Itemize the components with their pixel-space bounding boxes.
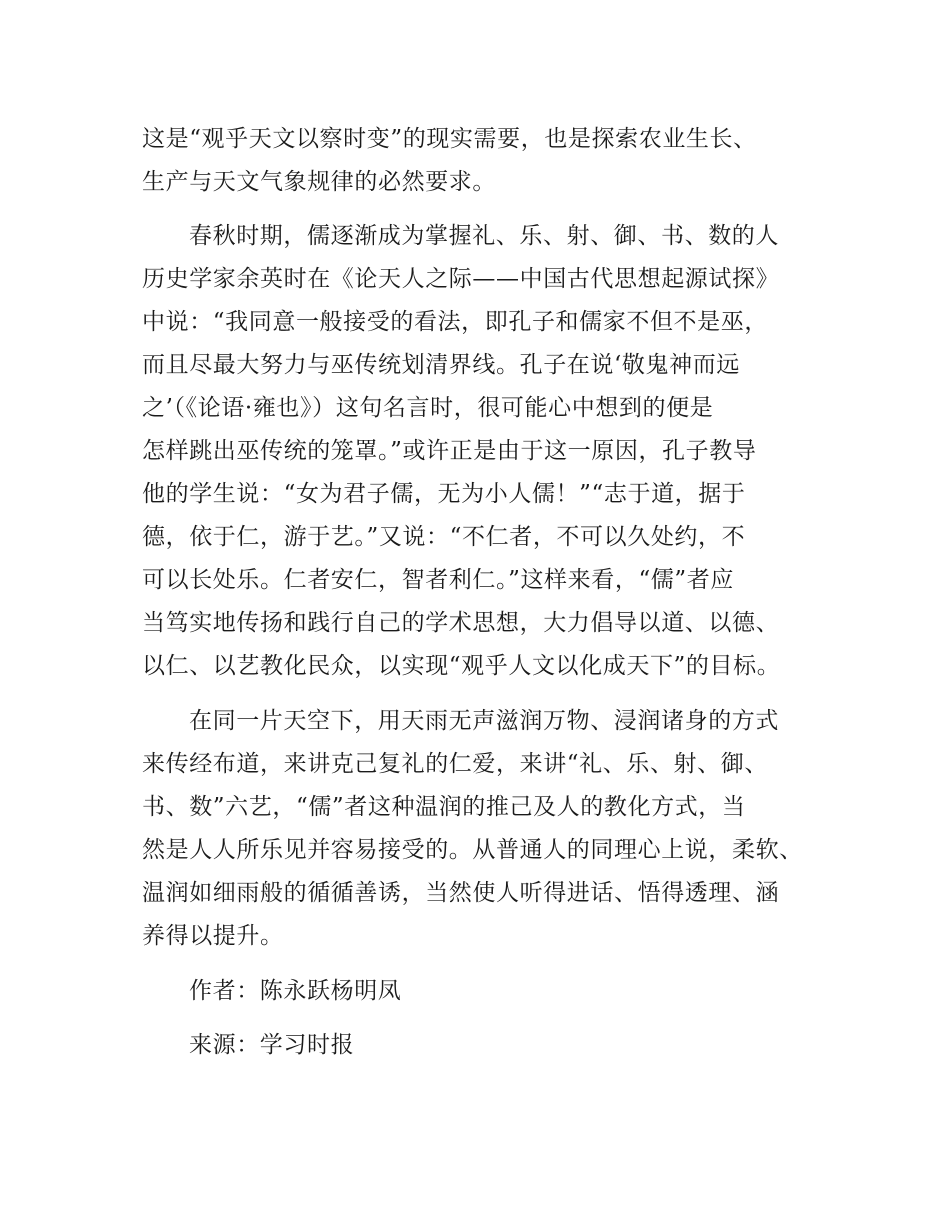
paragraph-3-line-3: 书、数”六艺，“儒”者这种温润的推己及人的教化方式，当 [142,794,746,820]
paragraph-2-line-7: 他的学生说：“女为君子儒，无为小人儒！”“志于道，据于 [142,481,746,507]
paragraph-2-line-8: 德，依于仁，游于艺。”又说：“不仁者，不可以久处约，不 [142,524,746,550]
source-line: 来源：学习时报 [189,1032,355,1058]
paragraph-2-line-9: 可以长处乐。仁者安仁，智者利仁。”这样来看，“儒”者应 [142,567,734,593]
paragraph-2-line-11: 以仁、以艺教化民众，以实现“观乎人文以化成天下”的目标。 [142,653,781,679]
paragraph-2-line-2: 历史学家余英时在《论天人之际——中国古代思想起源试探》 [142,266,780,292]
paragraph-3-line-1: 在同一片天空下，用天雨无声滋润万物、浸润诸身的方式 [189,708,779,734]
paragraph-3-line-6: 养得以提升。 [142,923,284,949]
paragraph-2-line-10: 当笃实地传扬和践行自己的学术思想，大力倡导以道、以德、 [142,610,780,636]
paragraph-2-line-5: 之’（《论语·雍也》）这句名言时，很可能心中想到的便是 [142,395,714,421]
paragraph-3-line-4: 然是人人所乐见并容易接受的。从普通人的同理心上说，柔软、 [142,837,803,863]
paragraph-1-line-1: 这是“观乎天文以察时变”的现实需要，也是探索农业生长、 [142,126,757,152]
author-line: 作者：陈永跃杨明凤 [189,978,402,1004]
paragraph-2-line-6: 怎样跳出巫传统的笼罩。”或许正是由于这一原因，孔子教导 [142,438,757,464]
paragraph-3-line-2: 来传经布道，来讲克己复礼的仁爱，来讲“礼、乐、射、御、 [142,751,768,777]
paragraph-3-line-5: 温润如细雨般的循循善诱，当然使人听得进话、悟得透理、涵 [142,880,780,906]
paragraph-1-line-2: 生产与天文气象规律的必然要求。 [142,169,496,195]
paragraph-2-line-3: 中说：“我同意一般接受的看法，即孔子和儒家不但不是巫， [142,309,768,335]
paragraph-2-line-1: 春秋时期，儒逐渐成为掌握礼、乐、射、御、书、数的人 [189,223,779,249]
paragraph-2-line-4: 而且尽最大努力与巫传统划清界线。孔子在说‘敬鬼神而远 [142,352,740,378]
